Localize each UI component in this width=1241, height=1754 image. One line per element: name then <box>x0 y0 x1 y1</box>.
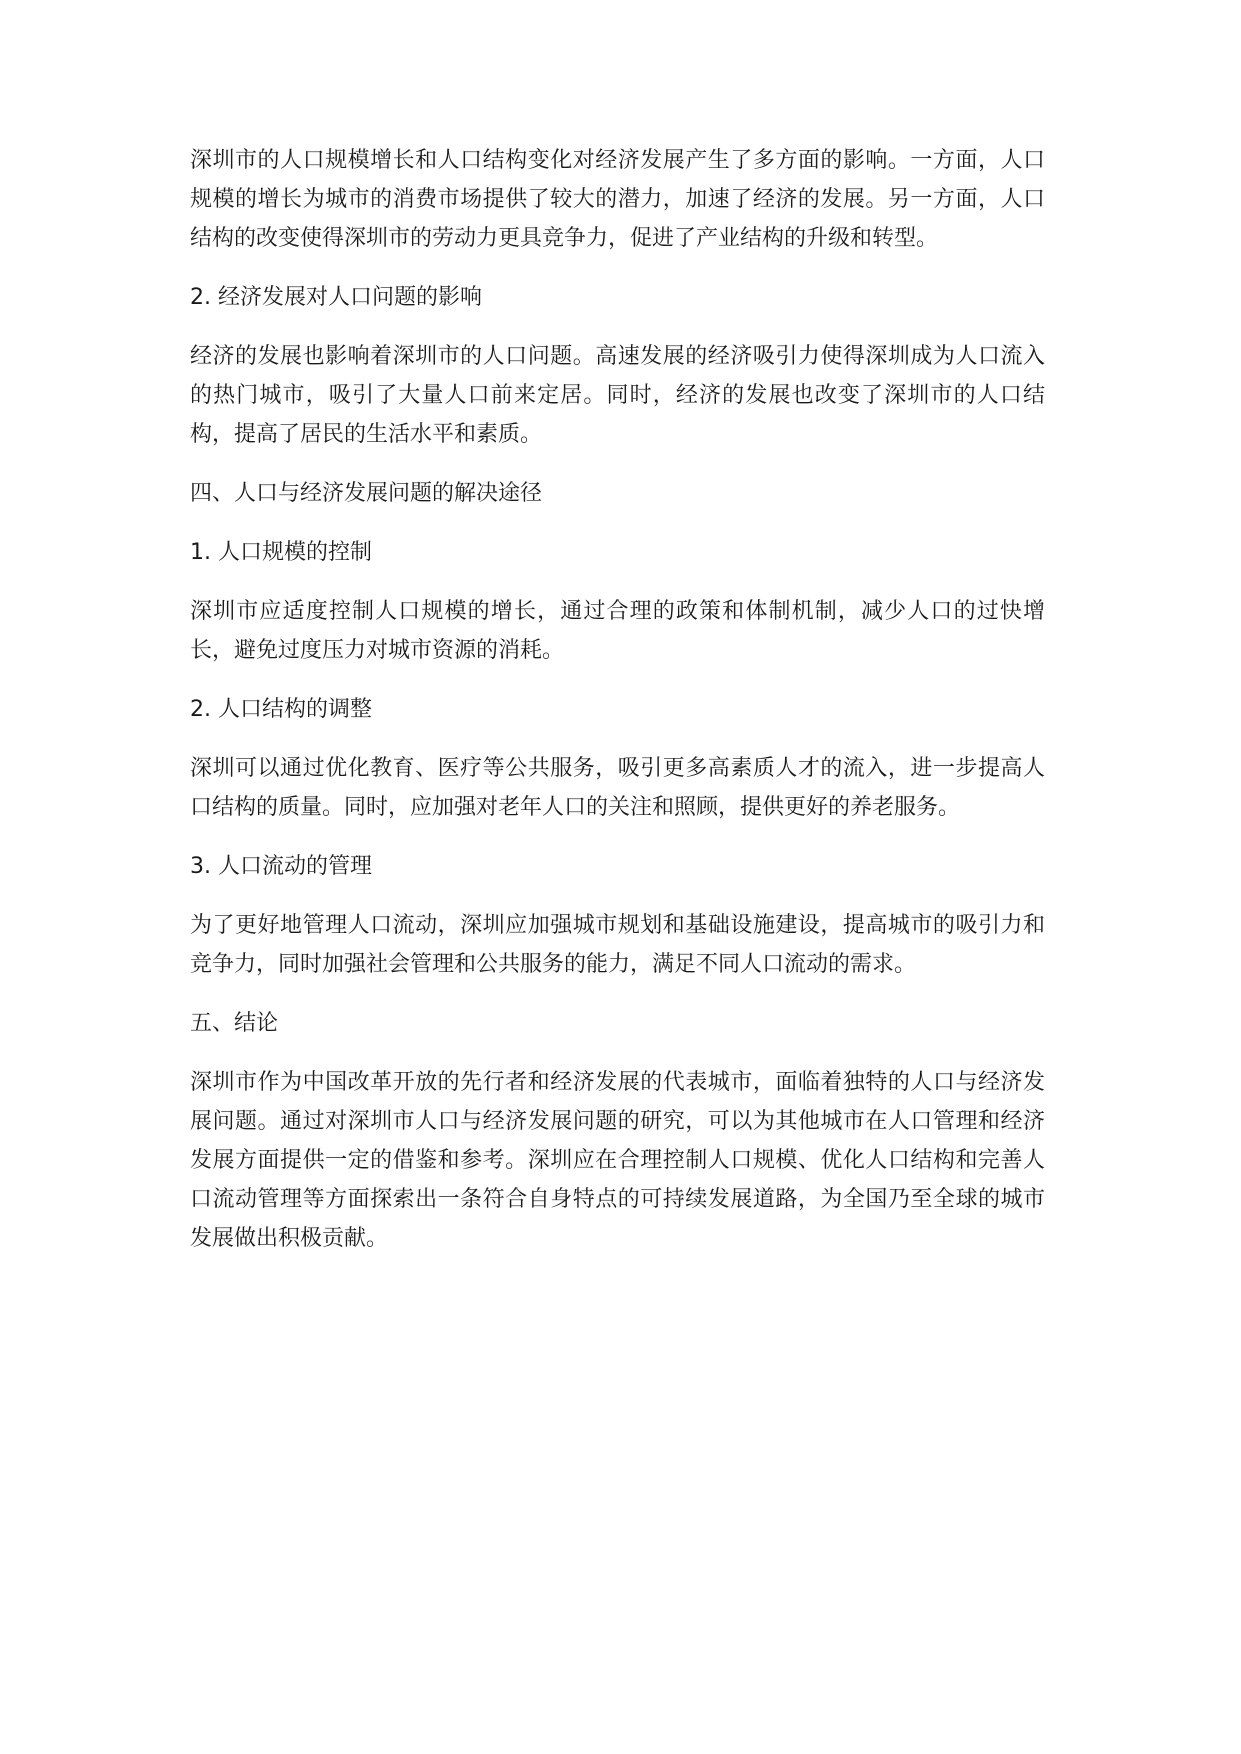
paragraph-population-structure-adjustment: 深圳可以通过优化教育、医疗等公共服务，吸引更多高素质人才的流入，进一步提高人口结构的质量。同时，应加强对老年人口的关注和照顾，提供更好的养老服务。 <box>190 756 1045 820</box>
paragraph-population-flow-management: 为了更好地管理人口流动，深圳应加强城市规划和基础设施建设，提高城市的吸引力和竞争力，同时加强社会管理和公共服务的能力，满足不同人口流动的需求。 <box>190 913 1045 977</box>
subheading-population-flow-management: 3. 人口流动的管理 <box>190 854 372 879</box>
subheading-population-structure-adjustment: 2. 人口结构的调整 <box>190 697 372 722</box>
paragraph-population-scale-control: 深圳市应适度控制人口规模的增长，通过合理的政策和体制机制，减少人口的过快增长，避免过度压力对城市资源的消耗。 <box>190 599 1045 663</box>
paragraph-impact-on-economy: 深圳市的人口规模增长和人口结构变化对经济发展产生了多方面的影响。一方面，人口规模的增长为城市的消费市场提供了较大的潜力，加速了经济的发展。另一方面，人口结构的改变使得深圳市的劳动力更具竞争力，促进了产业结构的升级和转型。 <box>190 148 1045 251</box>
subheading-economy-impact-on-population: 2. 经济发展对人口问题的影响 <box>190 285 482 310</box>
document-body <box>190 141 1045 1278</box>
subheading-population-scale-control: 1. 人口规模的控制 <box>190 540 372 565</box>
section-heading-conclusion: 五、结论 <box>190 1011 279 1036</box>
section-heading-solutions: 四、人口与经济发展问题的解决途径 <box>190 481 543 506</box>
paragraph-economy-impact-on-population: 经济的发展也影响着深圳市的人口问题。高速发展的经济吸引力使得深圳成为人口流入的热门城市，吸引了大量人口前来定居。同时，经济的发展也改变了深圳市的人口结构，提高了居民的生活水平和素质。 <box>190 344 1045 447</box>
paragraph-conclusion: 深圳市作为中国改革开放的先行者和经济发展的代表城市，面临着独特的人口与经济发展问题。通过对深圳市人口与经济发展问题的研究，可以为其他城市在人口管理和经济发展方面提供一定的借鉴和参考。深圳应在合理控制人口规模、优化人口结构和完善人口流动管理等方面探索出一条符合自身特点的可持续发展道路，为全国乃至全球的城市发展做出积极贡献。 <box>190 1070 1045 1251</box>
